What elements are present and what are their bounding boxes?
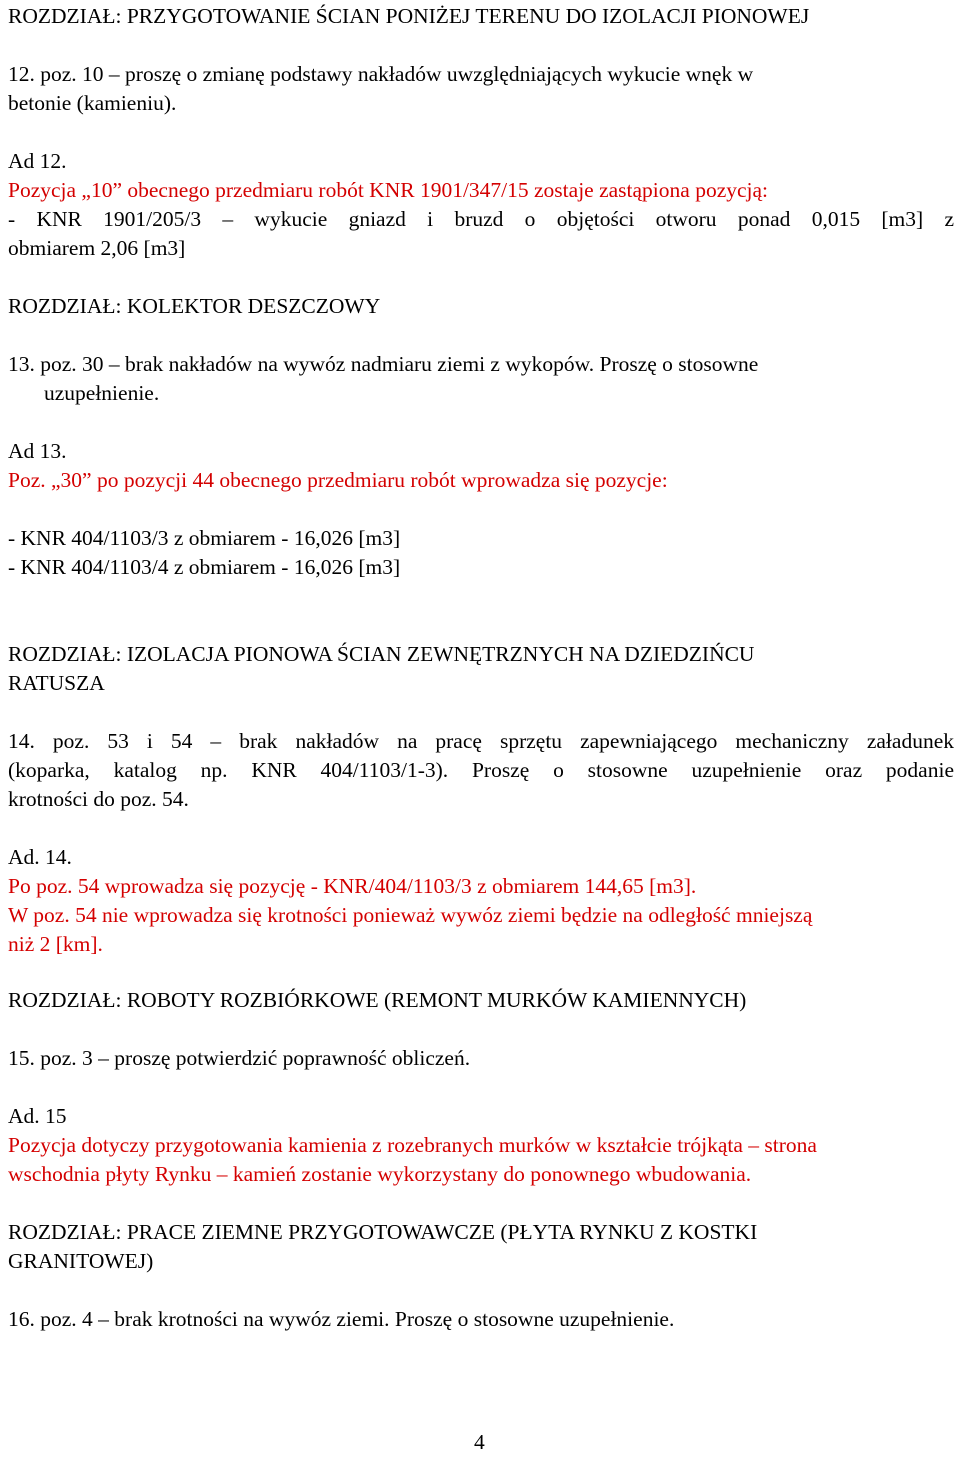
section-heading: ROZDZIAŁ: PRACE ZIEMNE PRZYGOTOWAWCZE (PŁYTA RYNKU Z KOSTKI xyxy=(8,1220,758,1244)
answer-text: Pozycja „10” obecnego przedmiaru robót KNR 1901/347/15 zostaje zastąpiona pozycją: xyxy=(8,178,769,202)
question-text: (koparka, katalog np. KNR 404/1103/1-3). Proszę o stosowne uzupełnienie oraz podanie xyxy=(8,758,954,782)
answer-label: Ad. 15 xyxy=(8,1104,67,1128)
answer-text: - KNR 1901/205/3 – wykucie gniazd i bruzd o objętości otworu ponad 0,015 [m3] z xyxy=(8,207,954,231)
answer-text: Po poz. 54 wprowadza się pozycję - KNR/404/1103/3 z obmiarem 144,65 [m3]. xyxy=(8,874,697,898)
answer-text: obmiarem 2,06 [m3] xyxy=(8,236,186,260)
answer-text: Pozycja dotyczy przygotowania kamienia z rozebranych murków w kształcie trójkąta – strona xyxy=(8,1133,817,1157)
section-heading: ROZDZIAŁ: ROBOTY ROZBIÓRKOWE (REMONT MURKÓW KAMIENNYCH) xyxy=(8,988,747,1012)
answer-label: Ad 12. xyxy=(8,149,67,173)
answer-text: W poz. 54 nie wprowadza się krotności ponieważ wywóz ziemi będzie na odległość mniejszą xyxy=(8,903,813,927)
question-text: uzupełnienie. xyxy=(44,381,160,405)
question-text: 12. poz. 10 – proszę o zmianę podstawy nakładów uwzględniających wykucie wnęk w xyxy=(8,62,754,86)
answer-text: wschodnia płyty Rynku – kamień zostanie wykorzystany do ponownego wbudowania. xyxy=(8,1162,752,1186)
section-heading: ROZDZIAŁ: IZOLACJA PIONOWA ŚCIAN ZEWNĘTRZNYCH NA DZIEDZIŃCU xyxy=(8,642,755,666)
question-text: betonie (kamieniu). xyxy=(8,91,177,115)
section-heading: ROZDZIAŁ: KOLEKTOR DESZCZOWY xyxy=(8,294,381,318)
answer-text: - KNR 404/1103/4 z obmiarem - 16,026 [m3] xyxy=(8,555,401,579)
question-text: krotności do poz. 54. xyxy=(8,787,189,811)
question-text: 16. poz. 4 – brak krotności na wywóz ziemi. Proszę o stosowne uzupełnienie. xyxy=(8,1307,675,1331)
answer-label: Ad 13. xyxy=(8,439,67,463)
answer-text: Poz. „30” po pozycji 44 obecnego przedmiaru robót wprowadza się pozycje: xyxy=(8,468,668,492)
section-heading: RATUSZA xyxy=(8,671,105,695)
answer-text: - KNR 404/1103/3 z obmiarem - 16,026 [m3] xyxy=(8,526,401,550)
page-number: 4 xyxy=(474,1430,485,1454)
answer-label: Ad. 14. xyxy=(8,845,72,869)
question-text: 14. poz. 53 i 54 – brak nakładów na pracę sprzętu zapewniającego mechaniczny załadunek xyxy=(8,729,954,753)
answer-text: niż 2 [km]. xyxy=(8,932,103,956)
section-heading: ROZDZIAŁ: PRZYGOTOWANIE ŚCIAN PONIŻEJ TERENU DO IZOLACJI PIONOWEJ xyxy=(8,4,810,28)
question-text: 15. poz. 3 – proszę potwierdzić poprawność obliczeń. xyxy=(8,1046,471,1070)
question-text: 13. poz. 30 – brak nakładów na wywóz nadmiaru ziemi z wykopów. Proszę o stosowne xyxy=(8,352,759,376)
section-heading: GRANITOWEJ) xyxy=(8,1249,154,1273)
